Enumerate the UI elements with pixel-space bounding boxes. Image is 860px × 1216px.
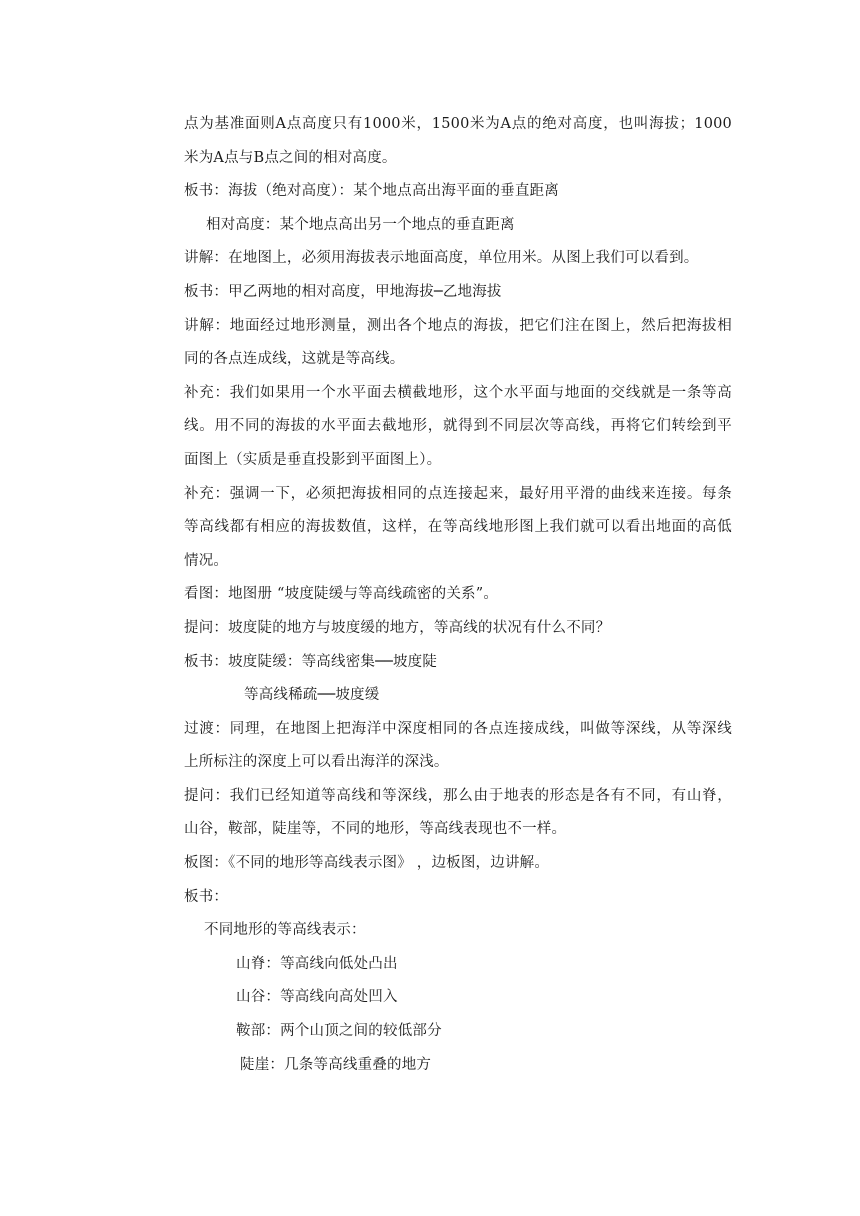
blackboard-note-continued: 相对高度：某个地点高出另一个地点的垂直距离: [206, 216, 515, 233]
supplement-line: 线。用不同的海拔的水平面去截地形，就得到不同层次等高线，再将它们转绘到平: [184, 418, 732, 435]
board-diagram-line: 板图：《不同的地形等高线表示图》 ，边板图，边讲解。: [184, 855, 550, 872]
blackboard-note-continued: 等高线稀疏──坡度缓: [244, 687, 380, 704]
blackboard-note: 板书：甲乙两地的相对高度，甲地海拔─乙地海拔: [184, 283, 502, 300]
transition-line: 过渡：同理，在地图上把海洋中深度相同的各点连接成线，叫做等深线，从等深线: [184, 720, 732, 737]
blackboard-note: 板书：坡度陡缓：等高线密集──坡度陡: [184, 653, 438, 670]
supplement-line: 补充：我们如果用一个水平面去横截地形，这个水平面与地面的交线就是一条等高: [184, 384, 732, 401]
transition-line: 上所标注的深度上可以看出海洋的深浅。: [184, 754, 449, 771]
supplement-line: 情况。: [184, 552, 229, 569]
supplement-line: 补充：强调一下，必须把海拔相同的点连接起来，最好用平滑的曲线来连接。每条: [184, 485, 732, 502]
blackboard-note: 板书：海拔（绝对高度）：某个地点高出海平面的垂直距离: [184, 183, 559, 200]
question-line: 提问：坡度陡的地方与坡度缓的地方，等高线的状况有什么不同？: [184, 619, 611, 636]
view-figure-line: 看图：地图册 “坡度陡缓与等高线疏密的关系”。: [184, 586, 499, 603]
blackboard-note: 板书：: [184, 888, 229, 905]
list-heading: 不同地形的等高线表示：: [204, 922, 366, 939]
paragraph-line: 点为基准面则A点高度只有1000米，1500米为A点的绝对高度，也叫海拔；1000: [184, 116, 732, 132]
question-line: 山谷，鞍部，陡崖等，不同的地形，等高线表现也不一样。: [184, 821, 567, 838]
list-item: 山脊：等高线向低处凸出: [236, 955, 398, 972]
explanation-line: 讲解：地面经过地形测量，测出各个地点的海拔，把它们注在图上，然后把海拔相: [184, 317, 732, 334]
question-line: 提问：我们已经知道等高线和等深线，那么由于地表的形态是各有不同，有山脊，: [184, 787, 732, 804]
list-item: 鞍部：两个山顶之间的较低部分: [236, 1023, 442, 1040]
list-item: 山谷：等高线向高处凹入: [236, 989, 398, 1006]
paragraph-line: 米为A点与B点之间的相对高度。: [184, 149, 397, 166]
explanation-line: 同的各点连成线，这就是等高线。: [184, 351, 405, 368]
list-item: 陡崖：几条等高线重叠的地方: [240, 1056, 432, 1073]
supplement-line: 面图上（实质是垂直投影到平面图上）。: [184, 451, 442, 468]
document-body: [184, 108, 732, 1082]
supplement-line: 等高线都有相应的海拔数值，这样，在等高线地形图上我们就可以看出地面的高低: [184, 519, 732, 536]
explanation-line: 讲解：在地图上，必须用海拔表示地面高度，单位用米。从图上我们可以看到。: [184, 250, 699, 267]
